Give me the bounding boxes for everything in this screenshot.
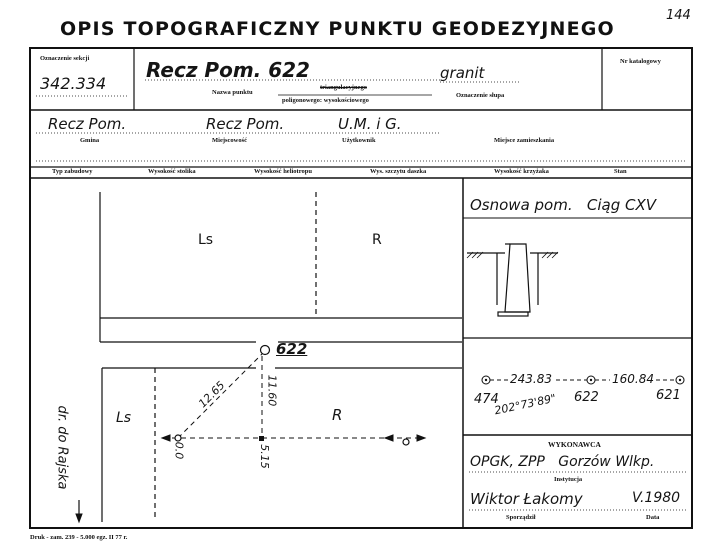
point-left: 474 bbox=[474, 392, 499, 407]
osnowa-text: Osnowa pom. Ciąg CXV bbox=[470, 196, 657, 214]
foot-marker bbox=[259, 436, 264, 441]
uzytkownik-value: U.M. i G. bbox=[338, 115, 402, 133]
sporzadzil-value: Wiktor Łakomy bbox=[470, 490, 583, 508]
start-point-marker bbox=[175, 435, 181, 441]
dist-vert: 11.60 bbox=[265, 374, 279, 407]
nazwa-value: Recz Pom. 622 bbox=[146, 58, 310, 82]
parcel-ls-bottom: Ls bbox=[116, 410, 132, 426]
wys-stolika-label: Wysokość stolika bbox=[148, 168, 196, 175]
point-right: 621 bbox=[656, 388, 681, 403]
gmina-label: Gmina bbox=[80, 137, 100, 144]
data-value: V.1980 bbox=[632, 490, 681, 506]
wykonawca-value: OPGK, ZPP Gorzów Wlkp. bbox=[470, 454, 655, 470]
parcel-r-bottom: R bbox=[332, 406, 343, 424]
nazwa-label: Nazwa punktu bbox=[212, 89, 253, 96]
uzytkownik-label: Użytkownik bbox=[342, 137, 376, 144]
wykonawca-label: WYKONAWCA bbox=[548, 440, 601, 449]
road-label: dr. do Rajska bbox=[54, 405, 70, 490]
page-number: 144 bbox=[666, 8, 691, 23]
end-point-marker bbox=[403, 439, 409, 445]
monument-sketch bbox=[467, 244, 558, 316]
parcel-r-top: R bbox=[372, 232, 382, 248]
katalog-label: Nr katalogowy bbox=[620, 58, 661, 65]
parcel-ls-top: Ls bbox=[198, 232, 214, 248]
angle-value: 202°73'89" bbox=[493, 391, 558, 418]
dist-1: 243.83 bbox=[510, 372, 552, 386]
typ-zabudowy-label: Typ zabudowy bbox=[52, 168, 93, 175]
dist-diag: 12.65 bbox=[196, 378, 228, 411]
dist-foot: 5.15 bbox=[257, 444, 271, 469]
gmina-value: Recz Pom. bbox=[48, 115, 127, 133]
sekcja-label: Oznaczenie sekcji bbox=[40, 55, 90, 62]
wys-krzyzaka-label: Wysokość krzyżaka bbox=[494, 168, 549, 175]
sporzadzil-label: Sporządził bbox=[506, 514, 536, 521]
rodzaj-bottom: poligonowego: wysokościowego bbox=[282, 97, 369, 104]
point-622-marker bbox=[261, 346, 270, 355]
print-info: Druk - zam. 239 - 5.000 egz. II 77 r. bbox=[30, 534, 128, 541]
zamieszkania-label: Miejsce zamieszkania bbox=[494, 137, 555, 144]
form-title: OPIS TOPOGRAFICZNY PUNKTU GEODEZYJNEGO bbox=[60, 18, 615, 40]
slup-value: granit bbox=[440, 64, 485, 82]
dist-start: 0.0 bbox=[172, 441, 186, 460]
wys-daszka-label: Wys. szczytu daszka bbox=[370, 168, 427, 175]
instytucja-label: Instytucja bbox=[554, 476, 583, 483]
dist-2: 160.84 bbox=[612, 372, 654, 386]
sekcja-value: 342.334 bbox=[40, 74, 107, 93]
miejscowosc-value: Recz Pom. bbox=[206, 115, 285, 133]
miejscowosc-label: Miejscowość bbox=[212, 137, 248, 144]
data-label: Data bbox=[646, 514, 660, 521]
point-mid: 622 bbox=[574, 390, 599, 405]
slup-label: Oznaczenie słupa bbox=[456, 92, 505, 99]
wys-heliotropu-label: Wysokość heliotropu bbox=[254, 168, 312, 175]
rodzaj-top: triangulacyjnego bbox=[320, 84, 367, 91]
point-label: 622 bbox=[276, 340, 308, 358]
stan-label: Stan bbox=[614, 168, 627, 175]
